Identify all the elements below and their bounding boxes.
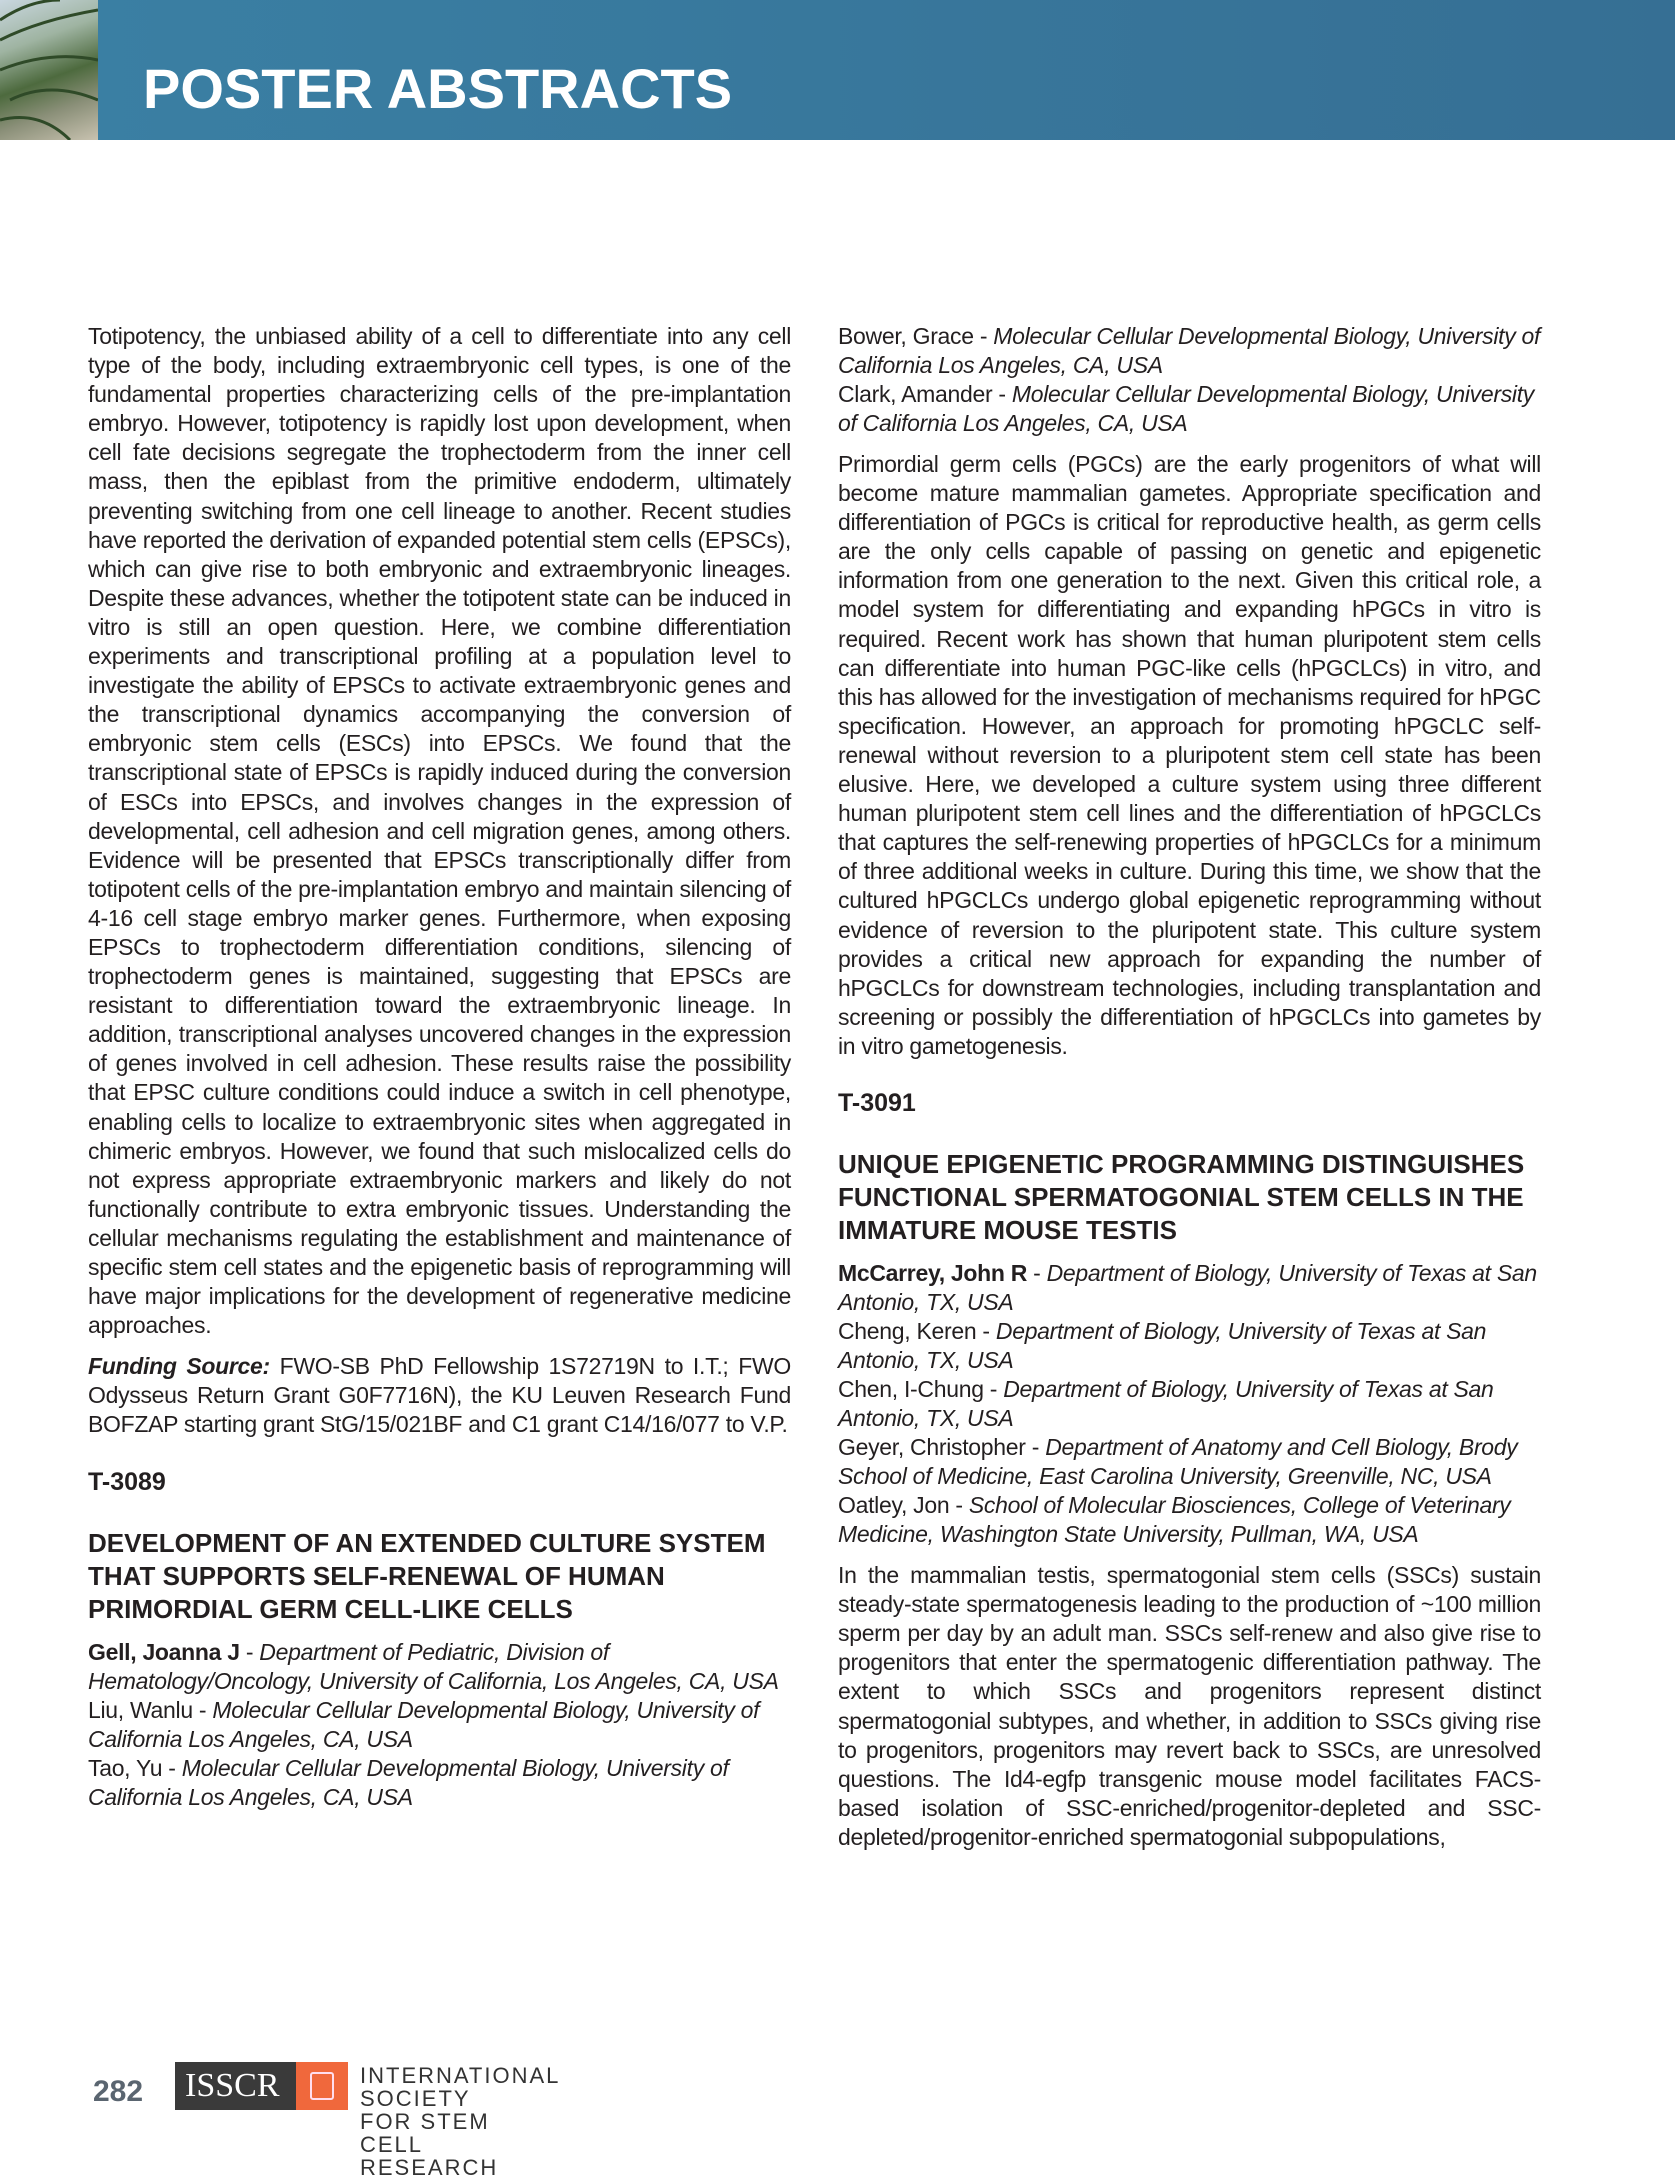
funding-text: FWO-SB PhD Fellowship 1S72719N to I.T.; FWO Odysseus Return Grant G0F7716N), the KU Leuven Research Fund BOFZAP starting grant StG/15/021BF and C1 grant C14/16/077 to V.P.: [88, 1353, 791, 1438]
isscr-logo: ISSCR: [175, 2062, 347, 2110]
author: Tao, Yu - Molecular Cellular Developmental Biology, University of California Los Angeles, CA, USA: [88, 1754, 729, 1810]
abstract-title: UNIQUE EPIGENETIC PROGRAMMING DISTINGUISHES FUNCTIONAL SPERMATOGONIAL STEM CELLS IN THE IMMATURE MOUSE TESTIS: [838, 1149, 1525, 1246]
author: Cheng, Keren - Department of Biology, University of Texas at San Antonio, TX, USA: [838, 1318, 1487, 1374]
page-header: [0, 0, 1675, 140]
funding-source: [88, 1352, 791, 1439]
abstract-title: DEVELOPMENT OF AN EXTENDED CULTURE SYSTEM THAT SUPPORTS SELF-RENEWAL OF HUMAN PRIMORDIAL GERM CELL-LIKE CELLS: [88, 1527, 766, 1624]
abstract-body: In the mammalian testis, spermatogonial stem cells (SSCs) sustain steady-state spermatogenesis leading to the production of ~100 million sperm per day by an adult man. SSCs self-renew and also give rise to progenitors that enter the spermatogenic differentiation pathway. The extent to which SSCs and progenitors represent distinct spermatogonial subtypes, and whether, in addition to SSCs giving rise to progenitors, progenitors may revert back to SSCs, are unresolved questions. The Id4-egfp transgenic mouse model facilitates FACS-based isolation of SSC-enriched/progenitor-depleted and SSC-depleted/progenitor-enriched spermatogonial subpopulations,: [838, 1562, 1541, 1850]
right-column: [838, 322, 1541, 1852]
author-list: [838, 1259, 1541, 1549]
author: Oatley, Jon - School of Molecular Biosciences, College of Veterinary Medicine, Washington State University, Pullman, WA, USA: [838, 1492, 1511, 1548]
palm-tree-image: [0, 0, 98, 140]
abstract-id: T-3091: [838, 1088, 916, 1117]
page-number: 282: [93, 2075, 144, 2108]
author-list: [88, 1638, 791, 1812]
left-column: [88, 322, 791, 1824]
society-line-1: INTERNATIONAL SOCIETY: [360, 2063, 560, 2111]
author: Liu, Wanlu - Molecular Cellular Developmental Biology, University of California Los Angeles, CA, USA: [88, 1696, 760, 1752]
abstract-id: T-3089: [88, 1467, 166, 1496]
author: McCarrey, John R - Department of Biology, University of Texas at San Antonio, TX, USA: [838, 1260, 1537, 1316]
author: Geyer, Christopher - Department of Anatomy and Cell Biology, Brody School of Medicine, East Carolina University, Greenville, NC, USA: [838, 1434, 1518, 1490]
author: Clark, Amander - Molecular Cellular Developmental Biology, University of California Los Angeles, CA, USA: [838, 381, 1534, 436]
author-list: [838, 322, 1541, 438]
society-line-2: FOR STEM CELL RESEARCH: [360, 2109, 499, 2180]
author: Chen, I-Chung - Department of Biology, University of Texas at San Antonio, TX, USA: [838, 1376, 1494, 1432]
society-name: [360, 2064, 560, 2179]
author: Gell, Joanna J - Department of Pediatric, Division of Hematology/Oncology, University of California, Los Angeles, CA, USA: [88, 1638, 779, 1694]
section-title: POSTER ABSTRACTS: [143, 57, 733, 120]
abstract-body: Totipotency, the unbiased ability of a cell to differentiate into any cell type of the body, including extraembryonic cell types, is one of the fundamental properties characterizing cells of the pre-implantation embryo. However, totipotency is rapidly lost upon development, when cell fate decisions segregate the trophectoderm from the inner cell mass, then the epiblast from the primitive endoderm, ultimately preventing switching from one cell lineage to another. Recent studies have reported the derivation of expanded potential stem cells (EPSCs), which can give rise to both embryonic and extraembryonic lineages. Despite these advances, whether the totipotent state can be induced in vitro is still an open question. Here, we combine differentiation experiments and transcriptional profiling at a population level to investigate the ability of EPSCs to activate extraembryonic genes and the transcriptional dynamics accompanying the conversion of embryonic stem cells (ESCs) into EPSCs. We found that the transcriptional state of EPSCs is rapidly induced during the conversion of ESCs into EPSCs, and involves changes in the expression of developmental, cell adhesion and cell migration genes, among others. Evidence will be presented that EPSCs transcriptionally differ from totipotent cells of the pre-implantation embryo and maintain silencing of 4-16 cell stage embryo marker genes. Furthermore, when exposing EPSCs to trophectoderm differentiation conditions, silencing of trophectoderm genes is maintained, suggesting that EPSCs are resistant to differentiation toward the extraembryonic lineage. In addition, transcriptional analyses uncovered changes in the expression of genes involved in cell adhesion. These results raise the possibility that EPSC culture conditions could induce a switch in cell phenotype, enabling cells to localize to extraembryonic sites when aggregated in chimeric embryos. However, we found that such mislocalized cells do not express appropriate extraembryonic markers and likely do not functionally contribute to extra embryonic tissues. Understanding the cellular mechanisms regulating the establishment and maintenance of specific stem cell states and the epigenetic basis of reprogramming will have major implications for the development of regenerative medicine approaches.: [88, 323, 792, 1339]
author: Bower, Grace - Molecular Cellular Developmental Biology, University of California Los Angeles, CA, USA: [838, 323, 1541, 378]
abstract-body: Primordial germ cells (PGCs) are the early progenitors of what will become mature mammalian gametes. Appropriate specification and differentiation of PGCs is critical for reproductive health, as germ cells are the only cells capable of passing on genetic and epigenetic information from one generation to the next. Given this critical role, a model system for differentiating and expanding hPGCs in vitro is required. Recent work has shown that human pluripotent stem cells can differentiate into human PGC-like cells (hPGCLCs) in vitro, and this has allowed for the investigation of mechanisms required for hPGC specification. However, an approach for promoting hPGCLC self-renewal without reversion to a pluripotent stem cell state has been elusive. Here, we developed a culture system using three different human pluripotent stem cell lines and the differentiation of hPGCLCs that captures the self-renewing properties of hPGCLCs for a minimum of three additional weeks in culture. During this time, we show that the cultured hPGCLCs undergo global epigenetic reprogramming without evidence of reversion to the pluripotent state. This culture system provides a critical new approach for expanding the number of hPGCLCs for downstream technologies, including transplantation and screening or possibly the differentiation of hPGCLCs into gametes by in vitro gametogenesis.: [838, 451, 1541, 1059]
funding-label: Funding Source:: [88, 1353, 270, 1380]
isscr-logo-icon: [296, 2062, 348, 2110]
